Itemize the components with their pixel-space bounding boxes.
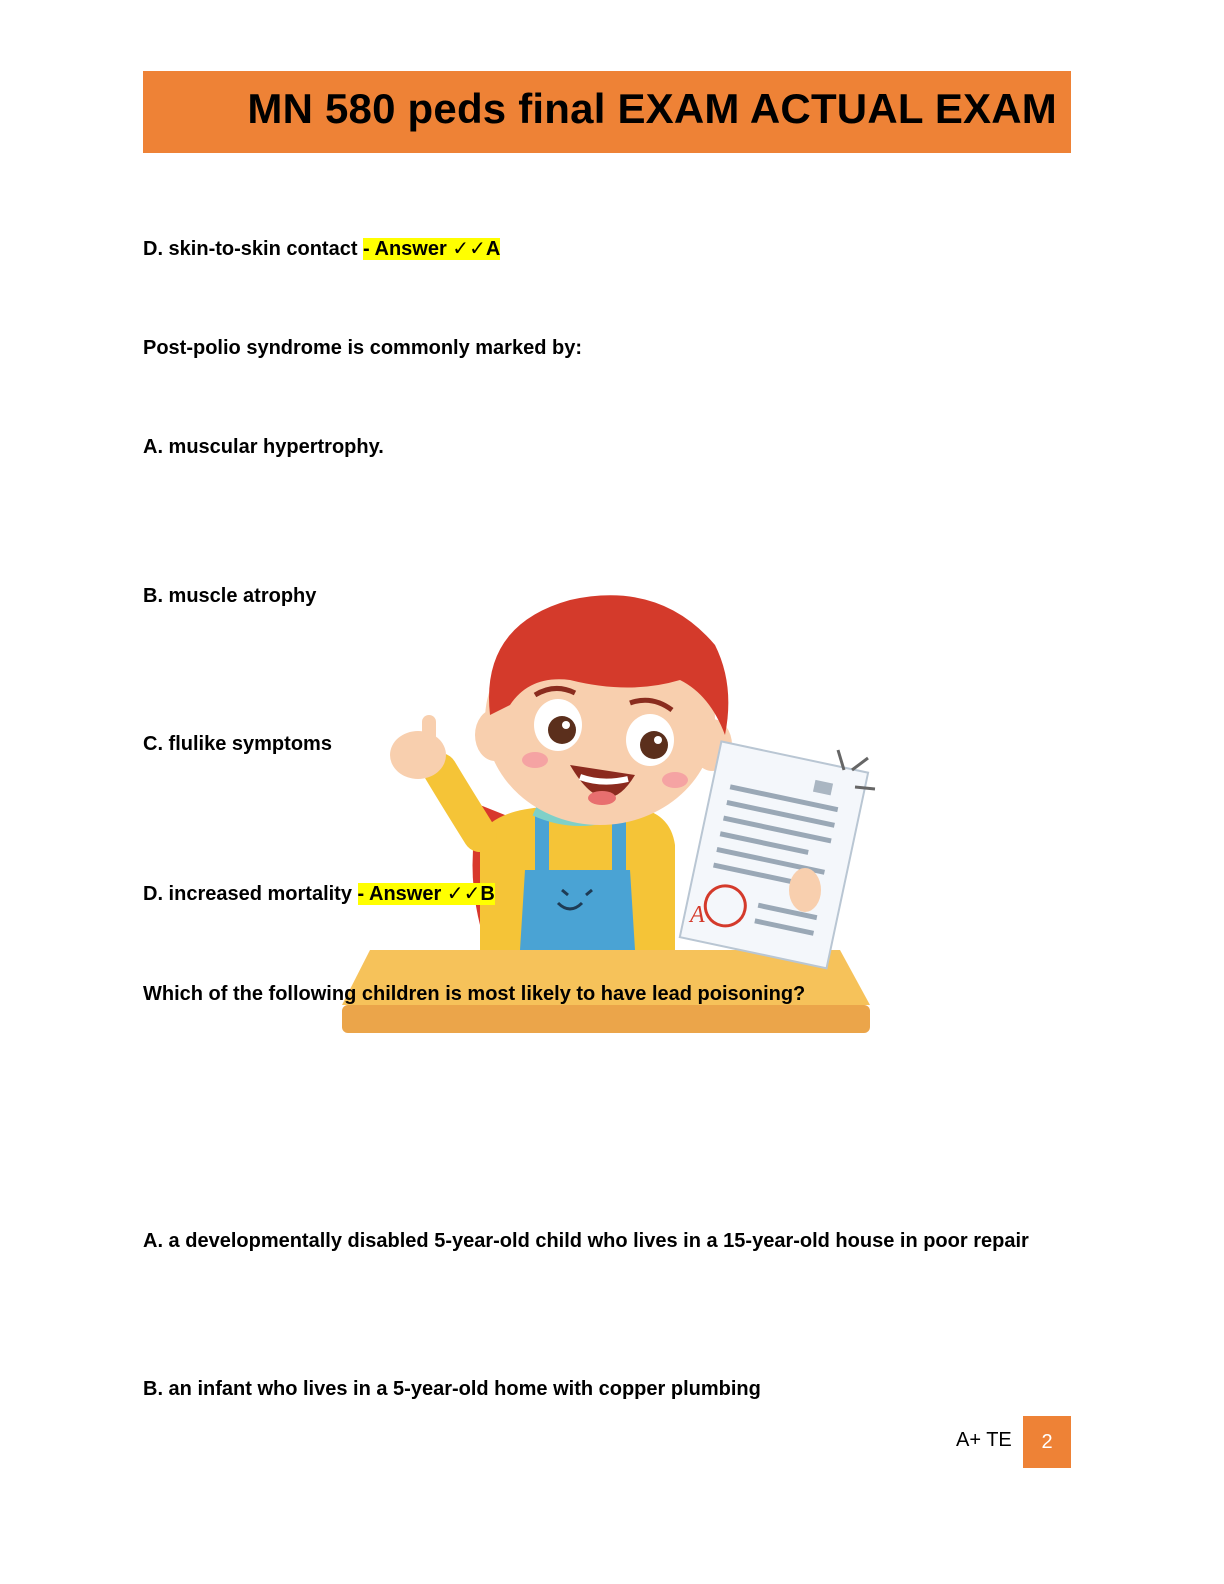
answer-line-skin-contact: D. skin-to-skin contact - Answer ✓✓A (143, 238, 501, 260)
option-a-muscular-hypertrophy: A. muscular hypertrophy. (143, 436, 384, 458)
question-lead-poisoning: Which of the following children is most likely to have lead poisoning? (143, 983, 806, 1005)
grade-letter: A (690, 902, 705, 928)
option-a-disabled-child: A. a developmentally disabled 5-year-old child who lives in a 15-year-old house in poor repair (143, 1230, 1029, 1252)
page-number: 2 (1023, 1416, 1071, 1468)
footer-label: A+ TE (956, 1429, 1012, 1451)
child-with-graded-paper-illustration (330, 585, 890, 1040)
question-post-polio: Post-polio syndrome is commonly marked by: (143, 337, 582, 359)
document-title: MN 580 peds final EXAM ACTUAL EXAM (247, 85, 1057, 132)
title-banner (143, 71, 1071, 153)
answer-highlight: - Answer ✓✓B (357, 883, 495, 905)
option-b-infant-copper-plumbing: B. an infant who lives in a 5-year-old home with copper plumbing (143, 1378, 761, 1400)
option-c-flulike-symptoms: C. flulike symptoms (143, 733, 332, 755)
answer-highlight: - Answer ✓✓A (363, 238, 501, 260)
answer-line-increased-mortality: D. increased mortality - Answer ✓✓B (143, 883, 495, 905)
option-b-muscle-atrophy: B. muscle atrophy (143, 585, 317, 607)
